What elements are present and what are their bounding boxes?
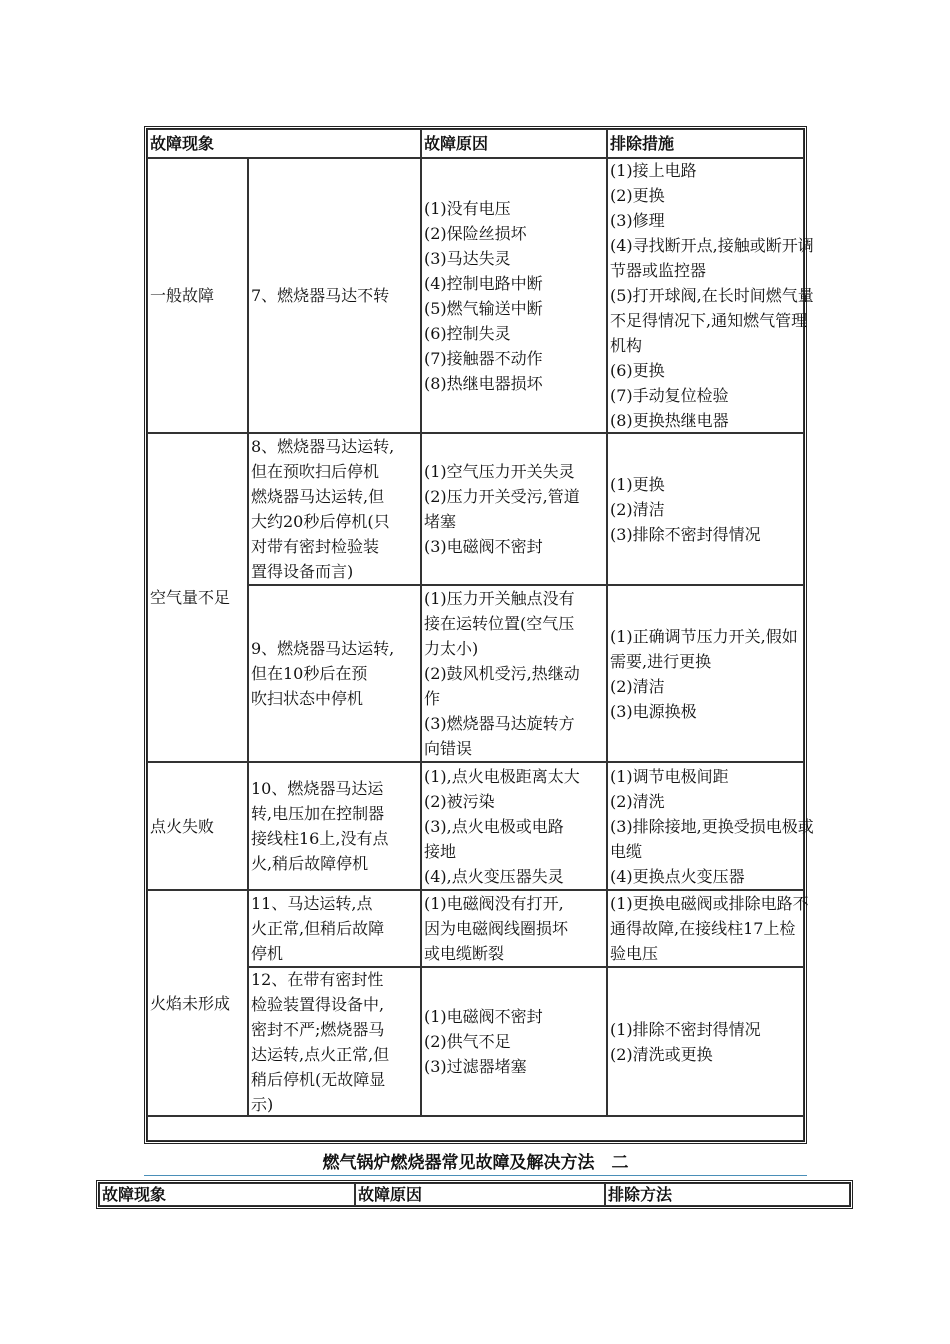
row4-symptom-line: 10、燃烧器马达运 [251,779,384,798]
row3-fix-line: (2)清洁 [610,676,665,696]
row3-fix-line: (3)电源换极 [610,701,697,721]
row4-symptom-line: 火,稍后故障停机 [251,854,369,873]
row4-symptom-line: 接线柱16上,没有点 [251,829,389,848]
category-general-fault: 一般故障 [147,158,248,433]
row4-fix-line: (1)调节电极间距 [610,766,729,786]
row5-fix-line: 通得故障,在接线柱17上检 [610,919,796,938]
row3-fixes [607,585,804,762]
row4-symptom-line: 转,电压加在控制器 [251,804,385,823]
row6-causes [421,967,607,1116]
row6-fixes [607,967,804,1116]
row2-symptom-line: 燃烧器马达运转,但 [251,487,385,506]
header-cause: 故障原因 [421,129,607,158]
row2-cause-line: 堵塞 [424,512,457,531]
row6-symptom-line: 稍后停机(无故障显 [251,1069,386,1089]
category-insufficient-air: 空气量不足 [147,433,248,762]
row4-fix-line: 电缆 [610,841,643,861]
row4-causes [421,762,607,890]
row5-cause-line: 因为电磁阀线圈损坏 [424,919,569,938]
row4-cause-line: 接地 [424,841,457,861]
row3-symptom [248,585,421,762]
row3-cause-line: (2)鼓风机受污,热继动 [424,664,580,683]
row6-symptom-line: 密封不严;燃烧器马 [251,1019,385,1039]
row4-cause-line: (3),点火电极或电路 [424,816,564,836]
table2-header-fix: 排除方法 [605,1183,850,1206]
row2-cause-line: (3)电磁阀不密封 [424,537,543,556]
row1-symptom-text: 7、燃烧器马达不转 [251,286,390,305]
row6-symptom-line: 检验装置得设备中, [251,994,385,1014]
row2-fix-line: (2)清洁 [610,499,665,519]
row4-fix-line: (3)排除接地,更换受损电极或 [610,816,814,836]
row1-fix-line: (8)更换热继电器 [610,411,729,430]
row2-symptom-line: 对带有密封检验装 [251,537,380,556]
row5-fixes [607,890,809,967]
row6-cause-line: (3)过滤器堵塞 [424,1057,527,1076]
row6-cause-line: (1)电磁阀不密封 [424,1007,543,1026]
row1-symptom [248,158,421,433]
row3-cause-line: 向错误 [424,739,473,758]
row6-fix-line: (1)排除不密封得情况 [610,1019,761,1039]
row1-fix-line: (4)寻找断开点,接触或断开调 [610,236,814,255]
row2-fix-line: (1)更换 [610,474,665,494]
row1-fixes [607,158,814,433]
row4-fixes [607,762,814,890]
row6-cause-line: (2)供气不足 [424,1032,511,1051]
header-fix: 排除措施 [607,129,804,158]
row4-cause-line: (4),点火变压器失灵 [424,866,564,886]
row3-symptom-line: 但在10秒后在预 [251,664,368,683]
row5-symptom-line: 火正常,但稍后故障 [251,919,385,938]
row5-fix-line: (1)更换电磁阀或排除电路不 [610,894,809,913]
row3-symptom-line: 9、燃烧器马达运转, [251,639,395,658]
row6-symptom-line: 达运转,点火正常,但 [251,1044,390,1064]
row6-symptom-line: 12、在带有密封性 [251,969,384,989]
row3-cause-line: (3)燃烧器马达旋转方 [424,714,575,733]
row1-cause-line: (7)接触器不动作 [424,348,543,368]
row3-causes [421,585,607,762]
row5-cause-line: (1)电磁阀没有打开, [424,894,564,913]
section2-divider [144,1175,807,1176]
row3-cause-line: 力太小) [424,639,479,658]
row3-cause-line: (1)压力开关触点没有 [424,589,575,608]
row2-symptom-line: 但在预吹扫后停机 [251,462,380,481]
row5-symptom [248,890,421,967]
fault-table-2 [96,1180,853,1209]
row6-fix-line: (2)清洗或更换 [610,1044,713,1064]
row1-fix-line: 机构 [610,336,643,355]
row2-causes [421,433,607,585]
header-symptom: 故障现象 [147,129,421,158]
row1-fix-line: 不足得情况下,通知燃气管理 [610,311,808,330]
fault-table-1 [144,126,814,1144]
row1-fix-line: (7)手动复位检验 [610,386,729,405]
table2-header-symptom: 故障现象 [99,1183,355,1206]
row1-cause-line: (2)保险丝损坏 [424,223,527,243]
row1-cause-line: (6)控制失灵 [424,323,511,343]
row1-fix-line: (2)更换 [610,186,665,205]
row1-cause-line: (1)没有电压 [424,198,511,218]
row2-symptom [248,433,421,585]
row6-symptom [248,967,421,1116]
row1-cause-line: (3)马达失灵 [424,248,511,268]
row4-symptom [248,762,421,890]
row1-cause-line: (5)燃气输送中断 [424,298,543,318]
category-no-flame: 火焰未形成 [147,890,248,1116]
row5-causes [421,890,607,967]
row2-fixes [607,433,804,585]
row1-fix-line: (1)接上电路 [610,161,697,180]
row2-cause-line: (1)空气压力开关失灵 [424,462,575,481]
row1-cause-line: (8)热继电器损坏 [424,373,543,393]
row4-cause-line: (2)被污染 [424,791,495,811]
row6-symptom-line: 示) [251,1094,274,1114]
table1-empty-footer-row [147,1116,804,1141]
row3-fix-line: 需要,进行更换 [610,651,712,671]
row4-cause-line: (1),点火电极距离太大 [424,766,580,786]
row3-cause-line: 作 [424,689,441,708]
row1-cause-line: (4)控制电路中断 [424,273,543,293]
row1-fix-line: 节器或监控器 [610,261,707,280]
row5-cause-line: 或电缆断裂 [424,944,505,963]
row1-fix-line: (3)修理 [610,211,665,230]
row2-symptom-line: 8、燃烧器马达运转, [251,437,395,456]
row5-fix-line: 验电压 [610,944,659,963]
row2-symptom-line: 大约20秒后停机(只 [251,512,390,531]
row1-causes [421,158,607,433]
row3-cause-line: 接在运转位置(空气压 [424,614,575,633]
table2-header-cause: 故障原因 [355,1183,605,1206]
section2-title: 燃气锅炉燃烧器常见故障及解决方法 二 [322,1153,629,1173]
row3-symptom-line: 吹扫状态中停机 [251,689,364,708]
row2-symptom-line: 置得设备而言) [251,562,354,581]
row2-cause-line: (2)压力开关受污,管道 [424,487,580,506]
row5-symptom-line: 停机 [251,944,284,963]
row1-fix-line: (6)更换 [610,361,665,380]
row1-fix-line: (5)打开球阀,在长时间燃气量 [610,286,814,305]
row4-fix-line: (2)清洗 [610,791,665,811]
category-ignition-failure: 点火失败 [147,762,248,890]
row2-fix-line: (3)排除不密封得情况 [610,524,761,544]
row5-symptom-line: 11、马达运转,点 [251,894,373,913]
row3-fix-line: (1)正确调节压力开关,假如 [610,626,798,646]
row4-fix-line: (4)更换点火变压器 [610,866,745,886]
